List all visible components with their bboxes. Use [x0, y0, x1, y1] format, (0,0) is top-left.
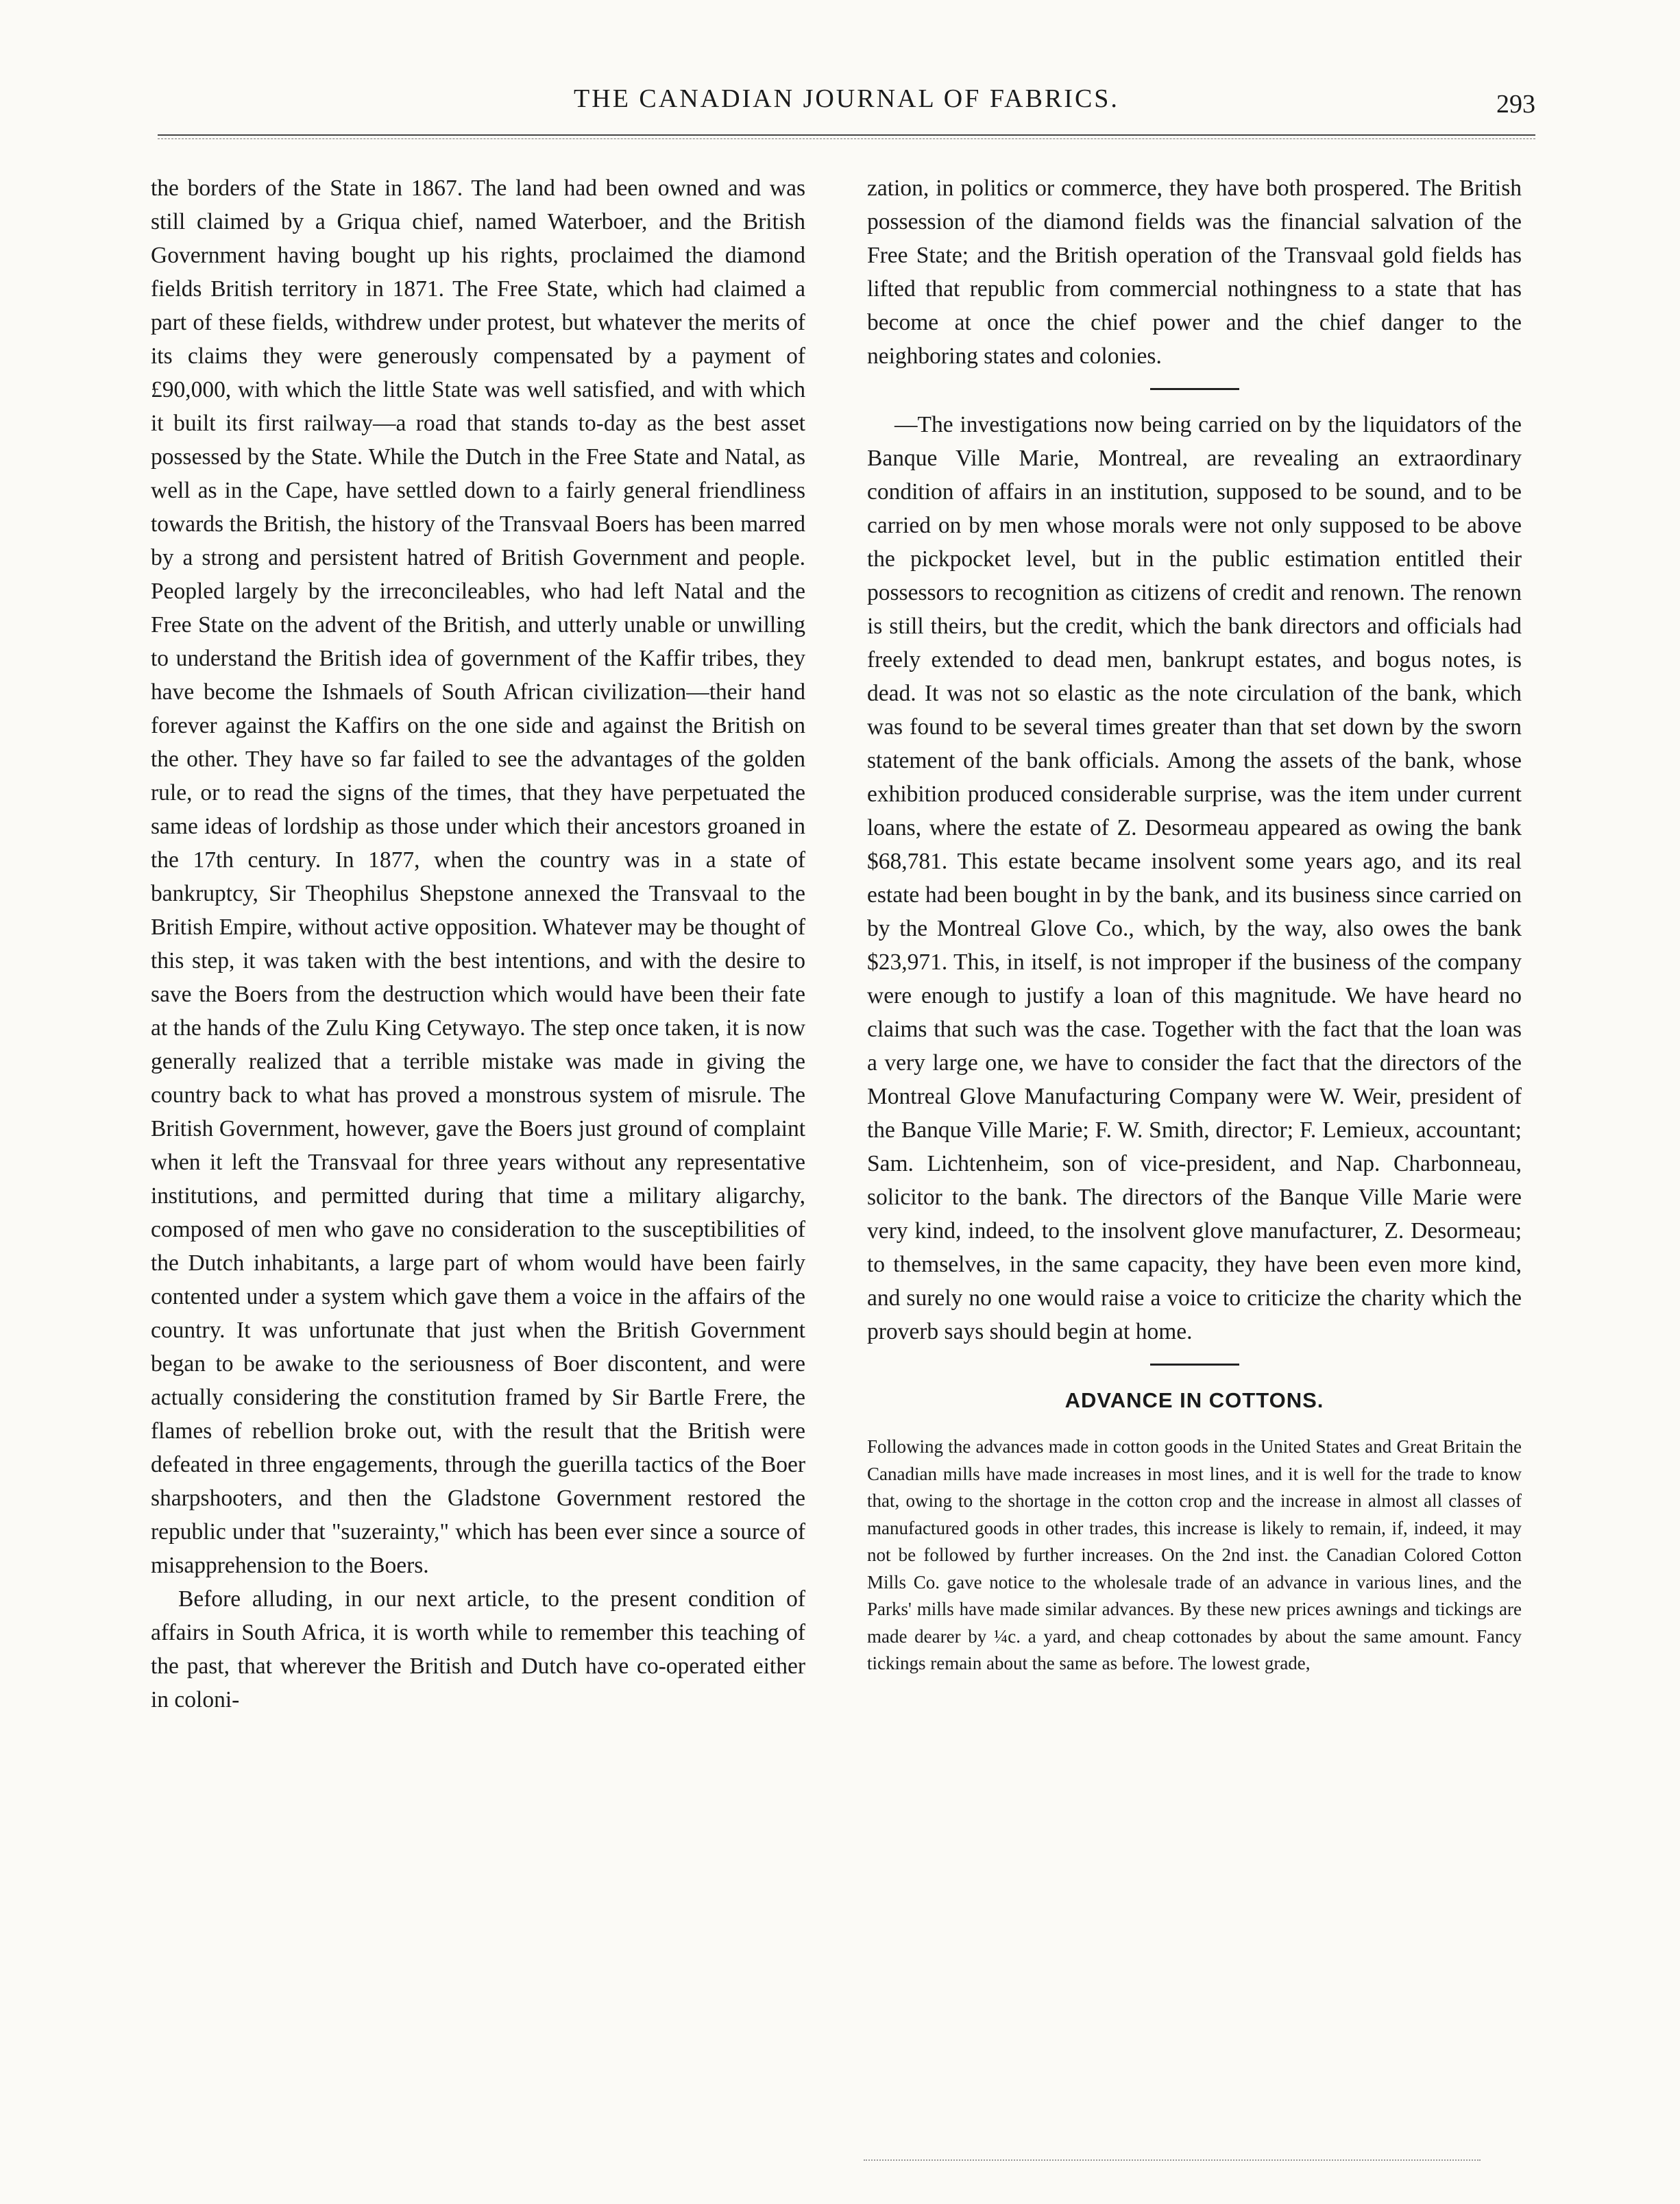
page-number: 293	[1496, 90, 1535, 119]
page-header	[158, 84, 1535, 132]
section-divider	[1150, 1364, 1239, 1366]
article-paragraph: Following the advances made in cotton goods in the United States and Great Britain the Canadian mills have made increases in most lines, and it is well for the trade to know that, owing to the shortage in the cotton crop and the increase in almost all classes of manufactured goods in other trades, this increase is likely to remain, if, indeed, it may not be followed by further increases. On the 2nd inst. the Canadian Colored Cotton Mills Co. gave notice to the wholesale trade of an advance in various lines, and the Parks' mills have made similar advances. By these new prices awnings and tickings are made dearer by ¼c. a yard, and cheap cottonades by about the same amount. Fancy tickings remain about the same as before. The lowest grade,	[867, 1436, 1522, 1673]
section-heading: ADVANCE IN COTTONS.	[1064, 1388, 1324, 1412]
header-rule	[158, 134, 1535, 139]
article-paragraph: the borders of the State in 1867. The land had been owned and was still claimed by a Griqua chief, named Waterboer, and the British Government having bought up his rights, proclaimed the diamond fields British territory in 1871. The Free State, which had claimed a part of these fields, withdrew under protest, but whatever the merits of its claims they were generously compensated by a payment of £90,000, with which the little State was well satisfied, and with which it built its first railway—a road that stands to-day as the best asset possessed by the State. While the Dutch in the Free State and Natal, as well as in the Cape, have settled down to a fairly general friendliness towards the British, the history of the Transvaal Boers has been marred by a strong and persistent hatred of British Government and people. Peopled largely by the irreconcileables, who had left Natal and the Free State on the advent of the British, and utterly unable or unwilling to understand the British idea of government of the Kaffir tribes, they have become the Ishmaels of South African civilization—their hand forever against the Kaffirs on the one side and against the British on the other. They have so far failed to see the advantages of the golden rule, or to read the signs of the times, that they have perpetuated the same ideas of lordship as those under which their ancestors groaned in the 17th century. In 1877, when the country was in a state of bankruptcy, Sir Theophilus Shepstone annexed the Transvaal to the British Empire, without active opposition. Whatever may be thought of this step, it was taken with the best intentions, and with the desire to save the Boers from the destruction which would have been their fate at the hands of the Zulu King Cetywayo. The step once taken, it is now generally realized that a terrible mistake was made in giving the country back to what has proved a monstrous system of misrule. The British Government, however, gave the Boers just ground of complaint when it left the Transvaal for three years without any representative institutions, and permitted during that time a military aligarchy, composed of men who gave no consideration to the susceptibilities of the Dutch inhabitants, a large part of whom would have been fairly contented under a system which gave them a voice in the affairs of the country. It was unfortunate that just when the British Government began to be awake to the seriousness of Boer discontent, and were actually considering the constitution framed by Sir Bartle Frere, the flames of rebellion broke out, with the result that the British were defeated in three engagements, through the guerilla tactics of the Boer sharpshooters, and then the Gladstone Government restored the republic under that "suzerainty," which has been ever since a source of misapprehension to the Boers.	[151, 175, 805, 1578]
article-paragraph: Before alluding, in our next article, to the present condition of affairs in South Africa, it is worth while to remember this teaching of the past, that wherever the British and Dutch have co-operated either in coloni-	[151, 1586, 805, 1712]
right-column	[867, 171, 1522, 1678]
left-column	[151, 171, 805, 1717]
section-divider	[1150, 388, 1239, 390]
page-bottom-specks	[864, 2159, 1481, 2164]
article-paragraph: zation, in politics or commerce, they have both prospered. The British possession of the diamond fields was the financial salvation of the Free State; and the British operation of the Transvaal gold fields has lifted that republic from commercial nothingness to a state that has become at once the chief power and the chief danger to the neighboring states and colonies.	[867, 175, 1522, 369]
running-title: THE CANADIAN JOURNAL OF FABRICS.	[574, 84, 1119, 113]
article-paragraph: —The investigations now being carried on by the liquidators of the Banque Ville Marie, Montreal, are revealing an extraordinary condition of affairs in an institution, supposed to be sound, and to be carried on by men whose morals were not only supposed to be above the pickpocket level, but in the public estimation entitled their possessors to recognition as citizens of credit and renown. The renown is still theirs, but the credit, which the bank directors and officials had freely extended to dead men, bankrupt estates, and bogus notes, is dead. It was not so elastic as the note circulation of the bank, which was found to be several times greater than that set down by the sworn statement of the bank officials. Among the assets of the bank, whose exhibition produced considerable surprise, was the item under current loans, where the estate of Z. Desormeau appeared as owing the bank $68,781. This estate became insolvent some years ago, and its real estate had been bought in by the bank, and its business since carried on by the Montreal Glove Co., which, by the way, also owes the bank $23,971. This, in itself, is not improper if the business of the company were enough to justify a loan of this magnitude. We have heard no claims that such was the case. Together with the fact that the loan was a very large one, we have to consider the fact that the directors of the Montreal Glove Manufacturing Company were W. Weir, president of the Banque Ville Marie; F. W. Smith, director; F. Lemieux, accountant; Sam. Lichtenheim, son of vice-president, and Nap. Charbonneau, solicitor to the bank. The directors of the Banque Ville Marie were very kind, indeed, to the insolvent glove manufacturer, Z. Desormeau; to themselves, in the same capacity, they have been even more kind, and surely no one would raise a voice to criticize the charity which the proverb says should begin at home.	[867, 412, 1522, 1344]
